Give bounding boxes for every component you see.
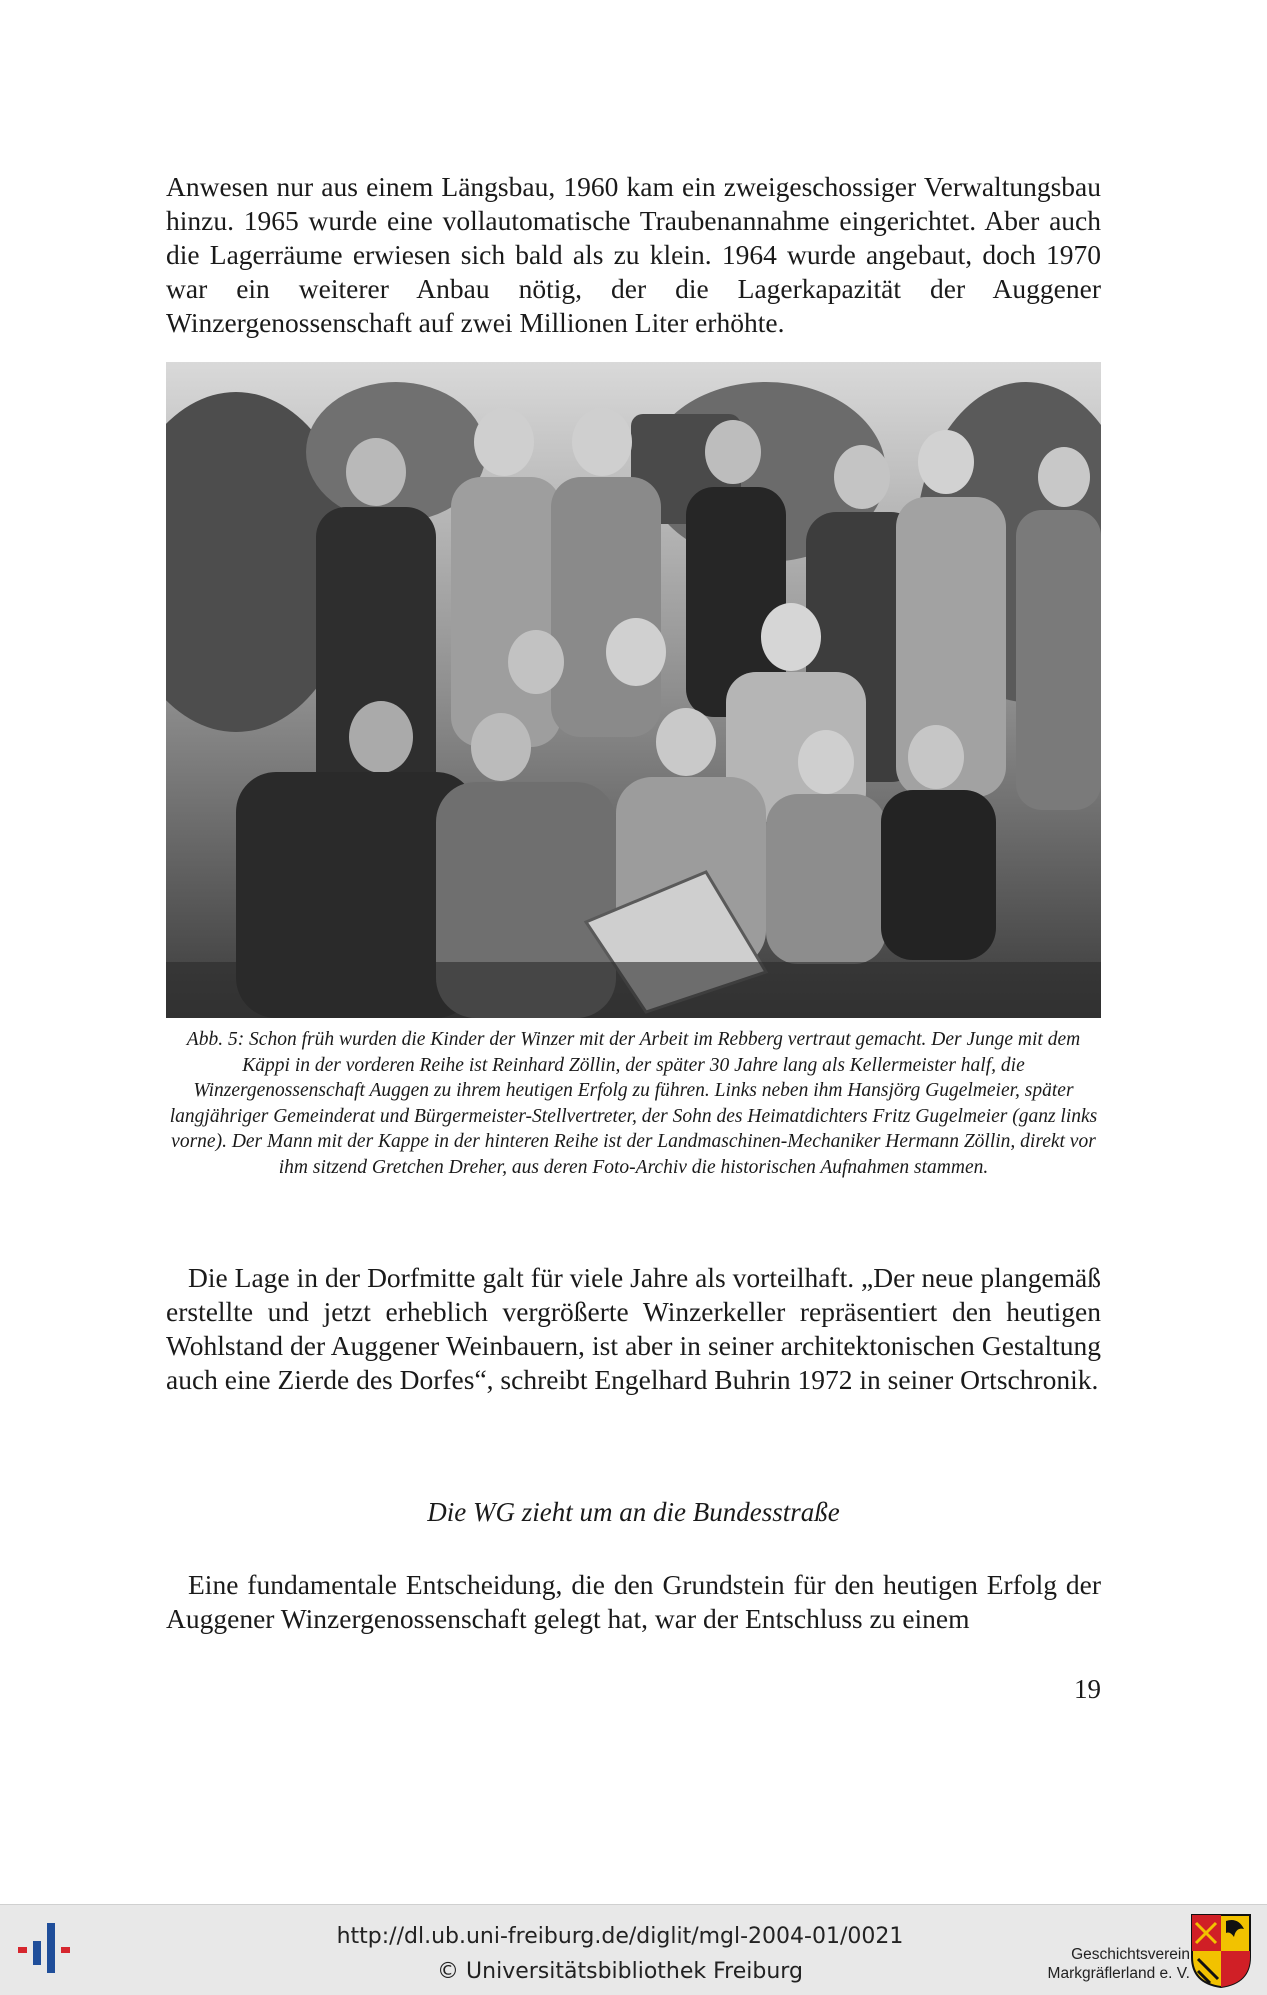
society-name-line2: Markgräflerland e. V. [1047, 1965, 1190, 1982]
coat-of-arms-icon[interactable] [1190, 1913, 1252, 1989]
section-heading: Die WG zieht um an die Bundesstraße [427, 1497, 840, 1527]
page-number: 19 [1074, 1674, 1101, 1704]
body-text-block-3 [166, 1568, 1101, 1636]
intro-paragraph: Anwesen nur aus einem Längsbau, 1960 kam ein zweigeschossiger Verwaltungsbau hinzu. 1965 wurde eine vollautomatische Traubenannahme eingerichtet. Aber auch die Lagerräume erwiesen sich bald als zu klein. 1964 wurde angebaut, doch 1970 war ein weiterer Anbau nötig, der die Lagerkapazität der Auggener Winzergenossenschaft auf zwei Millionen Liter erhöhte. [166, 171, 1101, 338]
body-paragraph-2: Die Lage in der Dorfmitte galt für viele Jahre als vorteilhaft. „Der neue plangemäß erstellte und jetzt erheblich vergrößerte Winzerkeller repräsentiert den heutigen Wohlstand der Auggener Weinbauern, ist aber in seiner architektonischen Gestaltung auch eine Zierde des Dorfes“, schreibt Engelhard Buhrin 1972 in seiner Ortschronik. [166, 1262, 1101, 1395]
footer-bar [0, 1904, 1267, 1995]
body-text-block-2 [166, 1261, 1101, 1397]
photo-illustration [166, 362, 1101, 1018]
historic-photo-vineyard-workers [166, 362, 1101, 1018]
photo-caption: Abb. 5: Schon früh wurden die Kinder der Winzer mit der Arbeit im Rebberg vertraut gemacht. Der Junge mit dem Käppi in der vorderen Reihe ist Reinhard Zöllin, der später 30 Jahre lang als Kellermeister half, die Winzergenossenschaft Auggen zu ihrem heutigen Erfolg zu führen. Links neben ihm Hansjörg Gugelmeier, später langjähriger Gemeinderat und Bürgermeister-Stellvertreter, der Sohn des Heimatdichters Fritz Gugelmeier (ganz links vorne). Der Mann mit der Kappe in der hinteren Reihe ist der Landmaschinen-Mechaniker Hermann Zöllin, direkt vor ihm sitzend Gretchen Dreher, aus deren Foto-Archiv die historischen Aufnahmen stammen. [169, 1029, 1098, 1178]
body-paragraph-3: Eine fundamentale Entscheidung, die den Grundstein für den heutigen Erfolg der Auggener Winzergenossenschaft gelegt hat, war der Entschluss zu einem [166, 1569, 1101, 1634]
copyright-text: © Universitätsbibliothek Freiburg [437, 1959, 803, 1984]
intro-text-block [166, 170, 1101, 340]
library-logo-icon[interactable] [16, 1917, 78, 1979]
source-url-link[interactable]: http://dl.ub.uni-freiburg.de/diglit/mgl-2004-01/0021 [336, 1924, 904, 1949]
society-name-line1: Geschichtsverein [1071, 1946, 1190, 1963]
society-name [1010, 1945, 1190, 1983]
